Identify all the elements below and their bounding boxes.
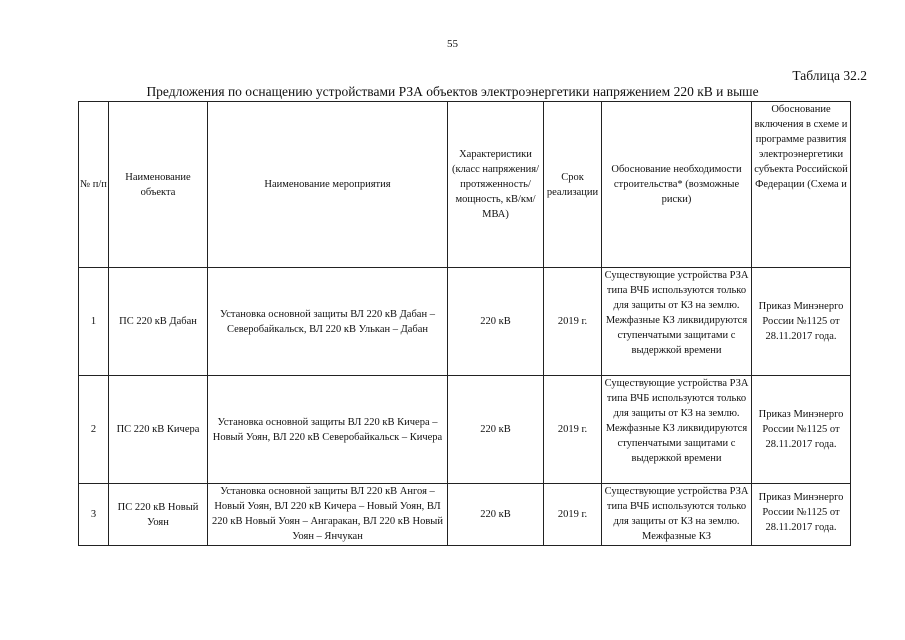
row-justification (602, 484, 752, 546)
row-term: 2019 г. (544, 484, 602, 546)
table-row (79, 268, 851, 376)
table-title: Предложения по оснащению устройствами РЗА объектов электроэнергетики напряжением 220 кВ и выше (146, 84, 759, 99)
row-characteristics: 220 кВ (448, 376, 544, 484)
row-measure (208, 484, 448, 546)
row-inclusion: Приказ Минэнерго России №1125 от 28.11.2017 года. (752, 376, 851, 484)
row-measure: Установка основной защиты ВЛ 220 кВ Кичера – Новый Уоян, ВЛ 220 кВ Северобайкальск – Кичера (208, 376, 448, 484)
row-characteristics: 220 кВ (448, 268, 544, 376)
row-justification (602, 268, 752, 376)
row-inclusion (752, 484, 851, 546)
row-measure-text: Установка основной защиты ВЛ 220 кВ Ангоя – Новый Уоян, ВЛ 220 кВ Кичера – Новый Уоян, ВЛ 220 кВ Новый Уоян – Ангаракан, ВЛ 220 кВ Новый Уоян – Янчукан (212, 486, 443, 542)
header-num: № п/п (79, 102, 109, 268)
table-row (79, 376, 851, 484)
row-num: 3 (79, 484, 109, 546)
header-inclusion-text: Обоснование включения в схеме и программе развития электроэнергетики субъекта Российской Федерации (Схема и (754, 104, 848, 190)
header-measure: Наименование мероприятия (208, 102, 448, 268)
header-term: Срок реализации (544, 102, 602, 268)
page-number: 55 (447, 38, 458, 50)
row-justification-text: Существующие устройства РЗА типа ВЧБ используются только для защиты от КЗ на землю. Межфазные КЗ ликвидируются ступенчатыми защитами с выдержкой времени (604, 270, 749, 356)
row-num: 2 (79, 376, 109, 484)
header-object: Наименование объекта (109, 102, 208, 268)
header-inclusion (752, 102, 851, 268)
table-row (79, 484, 851, 546)
table-label: Таблица 32.2 (792, 68, 867, 83)
row-justification (602, 376, 752, 484)
row-characteristics: 220 кВ (448, 484, 544, 546)
row-measure: Установка основной защиты ВЛ 220 кВ Дабан – Северобайкальск, ВЛ 220 кВ Улькан – Дабан (208, 268, 448, 376)
row-num: 1 (79, 268, 109, 376)
header-characteristics: Характеристики (класс напряжения/ протяженность/ мощность, кВ/км/МВА) (448, 102, 544, 268)
row-term: 2019 г. (544, 268, 602, 376)
row-inclusion-text: Приказ Минэнерго России №1125 от 28.11.2017 года. (758, 492, 844, 533)
header-justification: Обоснование необходимости строительства* (возможные риски) (602, 102, 752, 268)
header-row (79, 102, 851, 268)
row-term: 2019 г. (544, 376, 602, 484)
row-object: ПС 220 кВ Кичера (109, 376, 208, 484)
row-justification-text: Существующие устройства РЗА типа ВЧБ используются только для защиты от КЗ на землю. Межфазные КЗ ликвидируются ступенчатыми защитами с выдержкой времени (604, 378, 749, 464)
row-justification-text: Существующие устройства РЗА типа ВЧБ используются только для защиты от КЗ на землю. Межфазные КЗ (604, 486, 749, 542)
row-inclusion: Приказ Минэнерго России №1125 от 28.11.2017 года. (752, 268, 851, 376)
row-object: ПС 220 кВ Новый Уоян (109, 484, 208, 546)
row-object: ПС 220 кВ Дабан (109, 268, 208, 376)
proposals-table (78, 101, 851, 546)
